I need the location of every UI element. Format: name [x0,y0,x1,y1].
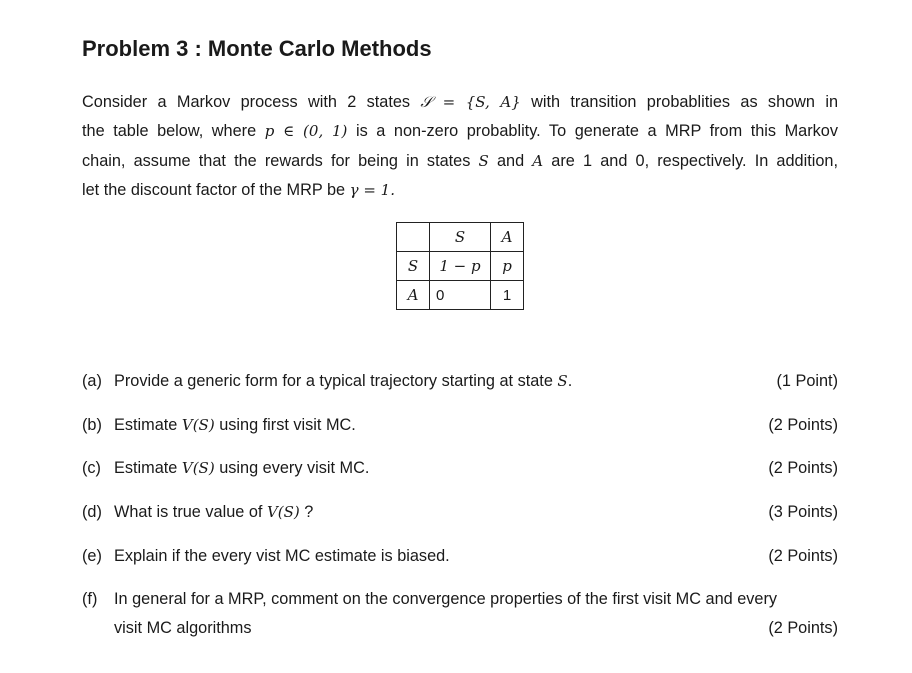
question-points: (3 Points) [768,503,838,521]
question-math: V(S) [181,459,215,477]
question-text: ? [299,503,314,521]
question-text: Provide a generic form for a typical trajectory starting at state [114,372,558,390]
table-cell: p [491,252,524,281]
question-text: visit MC algorithms [114,619,252,637]
intro-text: are 1 and 0, respectively. In addition, [543,151,838,170]
question-text: . [567,372,573,390]
intro-math: 𝒮 = {S, A} [420,93,521,111]
question-f [82,585,838,643]
intro-text: chain, assume that the rewards for being in states [82,151,479,170]
intro-line-4 [82,176,838,205]
question-text-line-2 [114,614,838,643]
question-e [82,547,838,566]
intro-math: S [478,151,489,170]
question-label: (a) [82,372,102,390]
table-row [397,252,524,281]
question-text: using first visit MC. [214,416,356,434]
intro-text: is a non-zero probablity. To generate a MRP from this Markov [347,122,838,141]
intro-text: let the discount factor of the MRP be [82,181,350,200]
table-row-header: A [397,281,430,310]
question-label: (b) [82,416,102,434]
question-text: Explain if the every vist MC estimate is biased. [114,547,450,565]
table-header-cell: S [430,223,491,252]
question-c [82,459,838,478]
question-label: (c) [82,459,101,477]
intro-text: and [488,151,533,170]
question-math: V(S) [266,503,300,521]
problem-title: Problem 3 : Monte Carlo Methods [82,36,432,61]
intro-math: p ∈ (0, 1) [264,122,348,141]
question-text: Estimate [114,416,182,434]
question-text: In general for a MRP, comment on the convergence properties of the first visit MC and every [114,590,778,608]
intro-line-3 [82,147,838,176]
question-text: using every visit MC. [214,459,370,477]
question-d [82,503,838,522]
question-points: (2 Points) [768,416,838,434]
question-points: (1 Point) [776,372,838,390]
table-cell: 1 [491,281,524,310]
table-header-row [397,223,524,252]
problem-intro [82,88,838,206]
table-cell: 1 − p [430,252,491,281]
intro-line-1 [82,88,838,117]
table-header-cell: A [491,223,524,252]
question-b [82,416,838,435]
intro-text: the table below, where [82,122,265,141]
question-a [82,372,838,391]
intro-math: γ = 1. [349,181,395,200]
table-row-header: S [397,252,430,281]
question-label: (d) [82,503,102,521]
question-points: (2 Points) [768,619,838,637]
intro-text: with transition probablities as shown in [520,93,838,111]
question-points: (2 Points) [768,459,838,477]
intro-text: Consider a Markov process with 2 states [82,93,421,111]
question-math: V(S) [181,416,215,434]
intro-math: A [532,151,544,170]
intro-line-2 [82,117,838,146]
table-cell [397,223,430,252]
question-points: (2 Points) [768,547,838,565]
question-text: Estimate [114,459,182,477]
question-label: (f) [82,590,98,608]
table-row [397,281,524,310]
transition-table [396,222,524,310]
question-body [114,585,838,643]
question-text: What is true value of [114,503,267,521]
question-math: S [557,372,568,390]
question-label: (e) [82,547,102,565]
table-cell: 0 [430,281,491,310]
